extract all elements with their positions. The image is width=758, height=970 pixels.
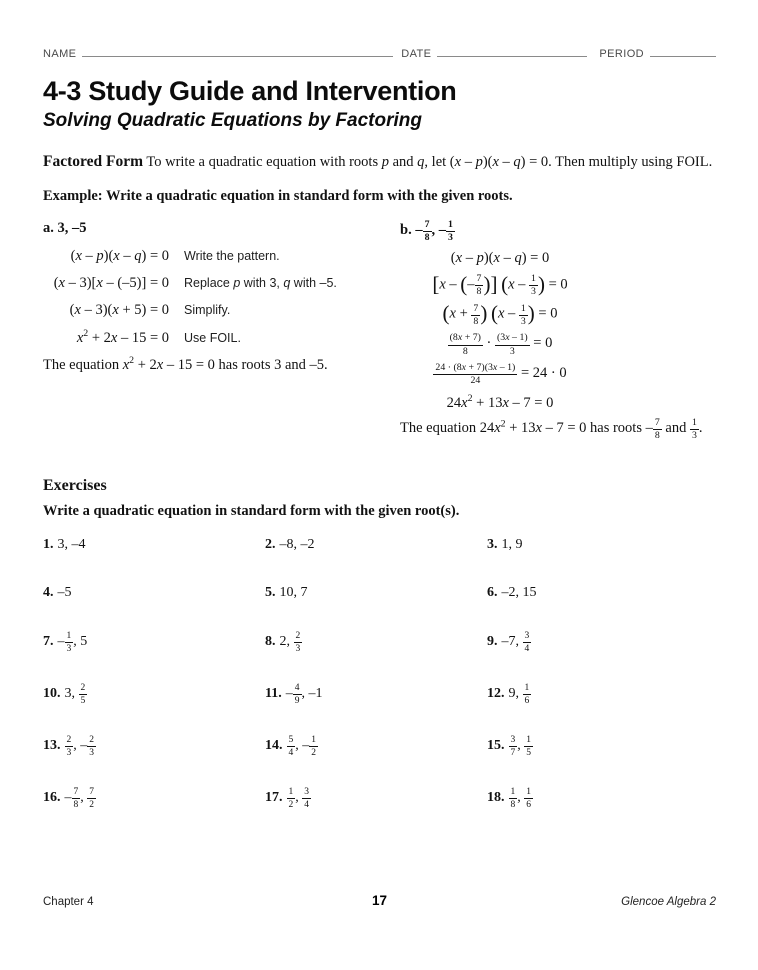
exercise-roots: 3, –4 bbox=[57, 537, 86, 553]
footer-page-number: 17 bbox=[371, 893, 388, 908]
exercise-number: 5. bbox=[265, 584, 276, 600]
exercise-roots: $\frac{3}{7}$ , $\frac{1}{5}$ bbox=[510, 734, 532, 758]
step-equation: (x – p)(x – q) = 0 bbox=[70, 247, 169, 264]
exercise-7 bbox=[43, 631, 265, 654]
exercise-6 bbox=[487, 584, 716, 602]
exercise-roots: –2, 15 bbox=[501, 584, 537, 600]
exercise-roots: 1, 9 bbox=[501, 537, 523, 553]
exercises-instruction: Write a quadratic equation in standard form with the given root(s). bbox=[43, 503, 460, 520]
period-label: PERIOD bbox=[599, 48, 644, 60]
exercise-roots: $\frac{1}{2}$ , $\frac{3}{4}$ bbox=[288, 786, 310, 810]
exercise-roots: – $\frac{4}{9}$ , –1 bbox=[285, 682, 323, 706]
exercise-number: 18. bbox=[487, 789, 505, 805]
exercise-roots: 3, $\frac{2}{5}$ bbox=[64, 682, 86, 706]
exercises-heading: Exercises bbox=[43, 477, 107, 495]
exercise-number: 1. bbox=[43, 537, 54, 553]
exercise-11 bbox=[265, 683, 487, 706]
example-b-roots: – $\frac{7}{8}$ , – $\frac{1}{3}$ bbox=[415, 218, 453, 244]
intro-paragraph bbox=[43, 153, 716, 171]
step-equation: $x^2 + 2x - 15 = 0$ bbox=[76, 327, 169, 346]
exercise-9 bbox=[487, 631, 716, 654]
exercise-3 bbox=[487, 536, 716, 554]
exercise-roots: 2, $\frac{2}{3}$ bbox=[279, 630, 301, 654]
exercise-12 bbox=[487, 683, 716, 706]
exercise-10 bbox=[43, 683, 265, 706]
exercise-row bbox=[43, 584, 716, 602]
exercise-number: 2. bbox=[265, 537, 276, 553]
example-a-steps bbox=[43, 246, 400, 349]
exercise-4 bbox=[43, 584, 265, 602]
exercise-17 bbox=[265, 787, 487, 810]
exercise-number: 14. bbox=[265, 737, 283, 753]
period-fill-line bbox=[650, 44, 716, 57]
exercises-grid bbox=[43, 536, 716, 809]
exercise-number: 16. bbox=[43, 789, 61, 805]
exercise-row bbox=[43, 536, 716, 554]
exercise-row bbox=[43, 631, 716, 654]
exercise-roots: –5 bbox=[57, 584, 72, 600]
step-note: Use FOIL. bbox=[184, 330, 241, 345]
step-note: Replace p with 3, q with –5. bbox=[184, 275, 337, 290]
exercise-number: 12. bbox=[487, 685, 505, 701]
exercise-roots: –8, –2 bbox=[279, 537, 315, 553]
exercise-13 bbox=[43, 735, 265, 758]
example-a-label bbox=[43, 220, 400, 237]
exercise-row bbox=[43, 683, 716, 706]
name-fill-line bbox=[82, 44, 393, 57]
exercise-roots: $\frac{2}{3}$ , – $\frac{2}{3}$ bbox=[66, 734, 95, 758]
step-equation: (x – 3)(x + 5) = 0 bbox=[69, 301, 169, 318]
date-fill-line bbox=[437, 44, 587, 57]
exercise-number: 3. bbox=[487, 537, 498, 553]
exercise-number: 10. bbox=[43, 685, 61, 701]
exercise-number: 17. bbox=[265, 789, 283, 805]
example-b-line: $\frac{(8x + 7)}{8}$ · $\frac{(3x - 1)}{3}$ = 0 bbox=[449, 332, 553, 357]
exercise-18 bbox=[487, 787, 716, 810]
exercise-row bbox=[43, 787, 716, 810]
name-date-period-row bbox=[43, 44, 716, 60]
step-note: Simplify. bbox=[184, 302, 231, 317]
exercise-15 bbox=[487, 735, 716, 758]
example-b-conclusion: The equation $24x^2 + 13x - 7 = 0$ has roots – $\frac{7}{8}$ and $\frac{1}{3}$ . bbox=[400, 416, 703, 442]
exercise-roots: – $\frac{7}{8}$ , $\frac{7}{2}$ bbox=[64, 786, 95, 810]
footer-chapter: Chapter 4 bbox=[43, 896, 94, 908]
page-title: 4-3 Study Guide and Intervention bbox=[43, 76, 457, 106]
example-b-line: $24x^2 + 13x - 7 = 0$ bbox=[446, 392, 554, 411]
exercise-number: 9. bbox=[487, 633, 498, 649]
example-a-letter: a. bbox=[43, 219, 54, 236]
name-label: NAME bbox=[43, 48, 77, 60]
example-b bbox=[400, 220, 716, 442]
intro-lead: Factored Form bbox=[43, 152, 143, 170]
page-subtitle: Solving Quadratic Equations by Factoring bbox=[43, 109, 422, 131]
exercise-16 bbox=[43, 787, 265, 810]
page-footer bbox=[43, 893, 716, 908]
exercise-number: 11. bbox=[265, 685, 282, 701]
example-heading: Example: Write a quadratic equation in standard form with the given roots. bbox=[43, 187, 513, 204]
step-row bbox=[43, 273, 400, 294]
example-b-line: $\frac{24 \cdot (8x + 7)(3x - 1)}{24}$ = 24 · 0 bbox=[435, 362, 567, 387]
exercise-number: 13. bbox=[43, 737, 61, 753]
step-row bbox=[43, 327, 400, 349]
exercise-8 bbox=[265, 631, 487, 654]
exercise-2 bbox=[265, 536, 487, 554]
exercise-1 bbox=[43, 536, 265, 554]
example-b-label bbox=[400, 220, 716, 244]
exercise-roots: $\frac{1}{8}$ , $\frac{1}{6}$ bbox=[510, 786, 532, 810]
exercise-5 bbox=[265, 584, 487, 602]
exercise-14 bbox=[265, 735, 487, 758]
exercise-roots: $\frac{5}{4}$ , – $\frac{1}{2}$ bbox=[288, 734, 317, 758]
step-row bbox=[43, 300, 400, 321]
example-a-roots: 3, –5 bbox=[57, 219, 87, 236]
example-b-line: (x + $\frac{7}{8}$ ) (x – $\frac{1}{3}$ ) = 0 bbox=[442, 301, 558, 328]
step-row bbox=[43, 246, 400, 267]
exercise-roots: –7, $\frac{3}{4}$ bbox=[501, 630, 530, 654]
example-b-work bbox=[400, 249, 600, 411]
example-b-line: [x – (– $\frac{7}{8}$ )] (x – $\frac{1}{3}$ ) = 0 bbox=[432, 271, 568, 298]
exercise-roots: – $\frac{1}{3}$ , 5 bbox=[57, 630, 88, 654]
footer-book-title: Glencoe Algebra 2 bbox=[621, 896, 716, 908]
exercise-roots: 10, 7 bbox=[279, 584, 308, 600]
example-a bbox=[43, 220, 400, 442]
example-b-line: (x – p)(x – q) = 0 bbox=[450, 250, 550, 267]
exercise-number: 15. bbox=[487, 737, 505, 753]
exercise-row bbox=[43, 735, 716, 758]
intro-text: To write a quadratic equation with roots p and q, let (x – p)(x – q) = 0. Then multiply using FOIL. bbox=[146, 153, 713, 170]
exercise-number: 6. bbox=[487, 584, 498, 600]
exercise-roots: 9, $\frac{1}{6}$ bbox=[508, 682, 530, 706]
exercise-number: 4. bbox=[43, 584, 54, 600]
step-equation: (x – 3)[x – (–5)] = 0 bbox=[53, 274, 169, 291]
example-a-conclusion: The equation $x^2 + 2x - 15 = 0$ has roots 3 and –5. bbox=[43, 354, 328, 373]
date-label: DATE bbox=[401, 48, 432, 60]
example-b-letter: b. bbox=[400, 221, 412, 238]
exercise-number: 8. bbox=[265, 633, 276, 649]
exercise-number: 7. bbox=[43, 633, 54, 649]
example-columns bbox=[43, 220, 716, 442]
step-note: Write the pattern. bbox=[184, 248, 280, 263]
